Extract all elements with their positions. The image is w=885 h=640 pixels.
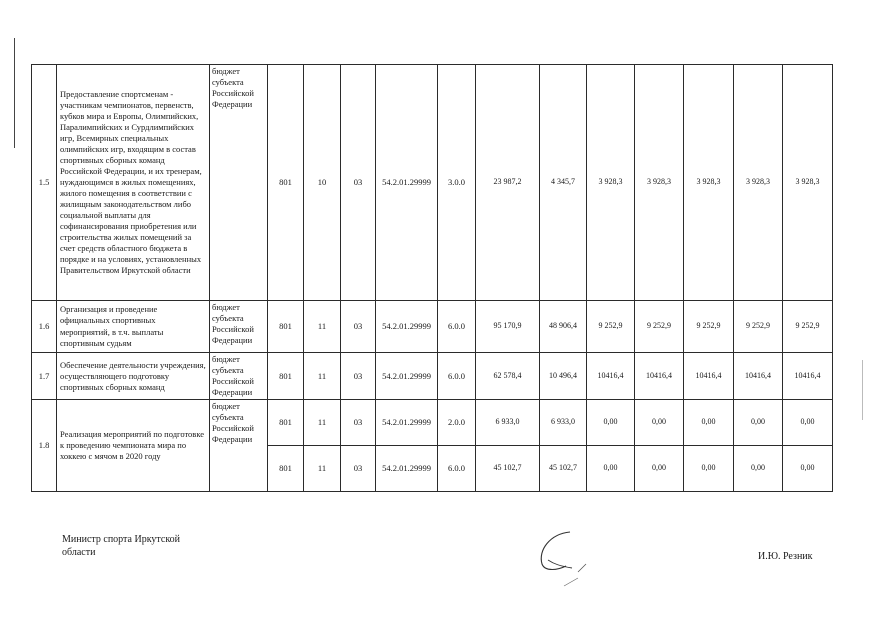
year-6-amount-cell: 3 928,3	[783, 65, 833, 301]
measure-description-cell: Организация и проведение официальных спортивных мероприятий, в т.ч. выплаты спортивным судьям	[57, 301, 210, 353]
grbs-cell: 801	[268, 446, 304, 492]
table-row	[32, 353, 833, 400]
target-article-cell: 54.2.01.29999	[376, 353, 438, 400]
funding-source-cell: бюджет субъекта Российской Федерации	[210, 65, 268, 301]
total-amount-cell: 23 987,2	[476, 65, 540, 301]
year-1-amount-cell: 6 933,0	[540, 400, 587, 446]
year-6-amount-cell: 0,00	[783, 400, 833, 446]
subsection-cell: 03	[341, 353, 376, 400]
row-number-cell: 1.5	[32, 65, 57, 301]
table-row	[32, 65, 833, 301]
year-6-amount-cell: 10416,4	[783, 353, 833, 400]
year-3-amount-cell: 0,00	[635, 446, 684, 492]
margin-line	[14, 38, 15, 148]
subsection-cell: 03	[341, 446, 376, 492]
year-2-amount-cell: 0,00	[587, 400, 635, 446]
measure-description-cell: Реализация мероприятий по подготовке к проведению чемпионата мира по хоккею с мячом в 2020 году	[57, 400, 210, 492]
year-1-amount-cell: 4 345,7	[540, 65, 587, 301]
year-2-amount-cell: 0,00	[587, 446, 635, 492]
section-cell: 11	[304, 446, 341, 492]
grbs-cell: 801	[268, 353, 304, 400]
budget-table-body	[32, 65, 833, 492]
scan-artifact	[862, 360, 863, 420]
signatory-name: И.Ю. Резник	[758, 551, 813, 562]
target-article-cell: 54.2.01.29999	[376, 400, 438, 446]
total-amount-cell: 95 170,9	[476, 301, 540, 353]
year-1-amount-cell: 45 102,7	[540, 446, 587, 492]
table-row	[32, 301, 833, 353]
year-4-amount-cell: 0,00	[684, 400, 734, 446]
row-number-cell: 1.6	[32, 301, 57, 353]
year-2-amount-cell: 3 928,3	[587, 65, 635, 301]
subsection-cell: 03	[341, 65, 376, 301]
expense-type-cell: 2.0.0	[438, 400, 476, 446]
year-5-amount-cell: 3 928,3	[734, 65, 783, 301]
total-amount-cell: 45 102,7	[476, 446, 540, 492]
year-3-amount-cell: 9 252,9	[635, 301, 684, 353]
year-2-amount-cell: 10416,4	[587, 353, 635, 400]
year-5-amount-cell: 9 252,9	[734, 301, 783, 353]
expense-type-cell: 3.0.0	[438, 65, 476, 301]
funding-source-cell: бюджет субъекта Российской Федерации	[210, 301, 268, 353]
handwritten-signature-mark	[520, 520, 600, 590]
year-4-amount-cell: 9 252,9	[684, 301, 734, 353]
row-number-cell: 1.7	[32, 353, 57, 400]
year-4-amount-cell: 3 928,3	[684, 65, 734, 301]
section-cell: 11	[304, 353, 341, 400]
table-row	[32, 400, 833, 446]
year-5-amount-cell: 0,00	[734, 446, 783, 492]
year-1-amount-cell: 48 906,4	[540, 301, 587, 353]
funding-source-cell: бюджет субъекта Российской Федерации	[210, 353, 268, 400]
target-article-cell: 54.2.01.29999	[376, 446, 438, 492]
section-cell: 10	[304, 65, 341, 301]
grbs-cell: 801	[268, 301, 304, 353]
subsection-cell: 03	[341, 400, 376, 446]
year-6-amount-cell: 9 252,9	[783, 301, 833, 353]
row-number-cell: 1.8	[32, 400, 57, 492]
budget-table	[31, 64, 833, 492]
expense-type-cell: 6.0.0	[438, 446, 476, 492]
year-3-amount-cell: 3 928,3	[635, 65, 684, 301]
grbs-cell: 801	[268, 65, 304, 301]
grbs-cell: 801	[268, 400, 304, 446]
target-article-cell: 54.2.01.29999	[376, 301, 438, 353]
measure-description-cell: Обеспечение деятельности учреждения, осуществляющего подготовку спортивных сборных команд	[57, 353, 210, 400]
year-4-amount-cell: 0,00	[684, 446, 734, 492]
total-amount-cell: 6 933,0	[476, 400, 540, 446]
total-amount-cell: 62 578,4	[476, 353, 540, 400]
subsection-cell: 03	[341, 301, 376, 353]
signatory-role: Министр спорта Иркутской области	[62, 534, 181, 558]
year-3-amount-cell: 0,00	[635, 400, 684, 446]
year-3-amount-cell: 10416,4	[635, 353, 684, 400]
year-6-amount-cell: 0,00	[783, 446, 833, 492]
year-5-amount-cell: 10416,4	[734, 353, 783, 400]
section-cell: 11	[304, 301, 341, 353]
year-4-amount-cell: 10416,4	[684, 353, 734, 400]
year-1-amount-cell: 10 496,4	[540, 353, 587, 400]
expense-type-cell: 6.0.0	[438, 353, 476, 400]
year-2-amount-cell: 9 252,9	[587, 301, 635, 353]
target-article-cell: 54.2.01.29999	[376, 65, 438, 301]
section-cell: 11	[304, 400, 341, 446]
expense-type-cell: 6.0.0	[438, 301, 476, 353]
funding-source-cell: бюджет субъекта Российской Федерации	[210, 400, 268, 492]
measure-description-cell: Предоставление спортсменам - участникам чемпионатов, первенств, кубков мира и Европы, Олимпийских, Паралимпийских и Сурдлимпийских игр, Всемирных специальных олимпийских игр, входящим в состав спортивных сборных команд Российской Федерации, и их тренерам, нуждающимся в жилых помещениях, жилого помещения в соответствии с жилищным законодательством либо социальной выплаты для софинансирования приобретения или строительства жилых помещений за счет средств областного бюджета в порядке и на условиях, установленных Правительством Иркутской области	[57, 65, 210, 301]
year-5-amount-cell: 0,00	[734, 400, 783, 446]
